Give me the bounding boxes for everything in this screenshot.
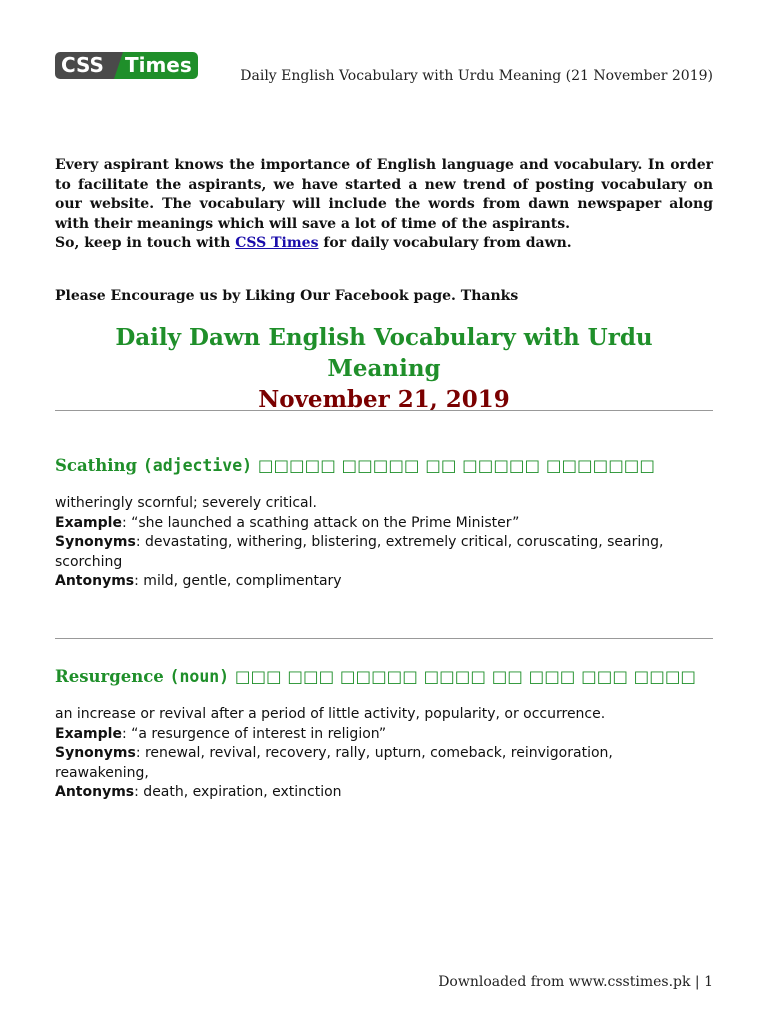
word-urdu-meaning: □□□ □□□ □□□□□ □□□□ □□ □□□ □□□ □□□□	[234, 667, 697, 686]
word-example	[55, 725, 685, 745]
example-label: Example	[55, 725, 122, 742]
example-text: : “a resurgence of interest in religion”	[121, 725, 387, 742]
title-date: November 21, 2019	[258, 386, 510, 413]
synonyms-text: : renewal, revival, recovery, rally, upturn, comeback, reinvigoration, reawakening,	[55, 745, 613, 781]
word-synonyms	[55, 533, 685, 572]
word-heading	[55, 456, 715, 475]
page-title	[55, 322, 713, 415]
word-title: Resurgence	[55, 667, 164, 686]
keep-in-touch-suffix: for daily vocabulary from dawn.	[318, 235, 572, 252]
word-part-of-speech: (adjective)	[142, 456, 253, 475]
page-footer: Downloaded from www.csstimes.pk | 1	[438, 974, 713, 990]
synonyms-label: Synonyms	[55, 534, 136, 551]
css-times-link[interactable]: CSS Times	[235, 235, 319, 252]
word-urdu-meaning: □□□□□ □□□□□ □□ □□□□□ □□□□□□□	[257, 456, 655, 475]
antonyms-label: Antonyms	[55, 573, 135, 590]
word-antonyms	[55, 783, 685, 803]
word-title: Scathing	[55, 456, 138, 475]
encourage-text: Please Encourage us by Liking Our Facebook page. Thanks	[55, 288, 519, 304]
css-times-logo	[55, 52, 198, 79]
logo-text-times: Times	[123, 52, 198, 79]
example-label: Example	[55, 514, 122, 531]
antonyms-text: : mild, gentle, complimentary	[134, 573, 342, 590]
word-definition: an increase or revival after a period of little activity, popularity, or occurrence.	[55, 706, 606, 722]
page-header	[55, 52, 713, 82]
synonyms-text: : devastating, withering, blistering, extremely critical, coruscating, searing, scorching	[55, 534, 664, 570]
word-entry	[55, 705, 685, 803]
header-title: Daily English Vocabulary with Urdu Meaning (21 November 2019)	[240, 68, 713, 84]
divider	[55, 410, 713, 411]
word-antonyms	[55, 572, 685, 592]
logo-text-css: CSS	[55, 52, 114, 79]
word-synonyms	[55, 744, 685, 783]
intro-section	[55, 156, 713, 254]
intro-paragraph: Every aspirant knows the importance of English language and vocabulary. In order to facilitate the aspirants, we have started a new trend of posting vocabulary on our website. The vocabulary will include the words from dawn newspaper along with their meanings which will save a lot of time of the aspirants.	[55, 157, 713, 232]
word-example	[55, 514, 685, 534]
synonyms-label: Synonyms	[55, 745, 136, 762]
word-heading	[55, 667, 715, 686]
word-part-of-speech: (noun)	[169, 667, 230, 686]
antonyms-text: : death, expiration, extinction	[134, 784, 342, 801]
antonyms-label: Antonyms	[55, 784, 135, 801]
keep-in-touch-prefix: So, keep in touch with	[55, 235, 236, 252]
title-line: Daily Dawn English Vocabulary with Urdu Meaning	[115, 324, 653, 382]
word-definition: witheringly scornful; severely critical.	[55, 495, 317, 511]
logo-slash-shape	[114, 52, 123, 79]
divider	[55, 638, 713, 639]
word-entry	[55, 494, 685, 592]
example-text: : “she launched a scathing attack on the Prime Minister”	[121, 514, 520, 531]
